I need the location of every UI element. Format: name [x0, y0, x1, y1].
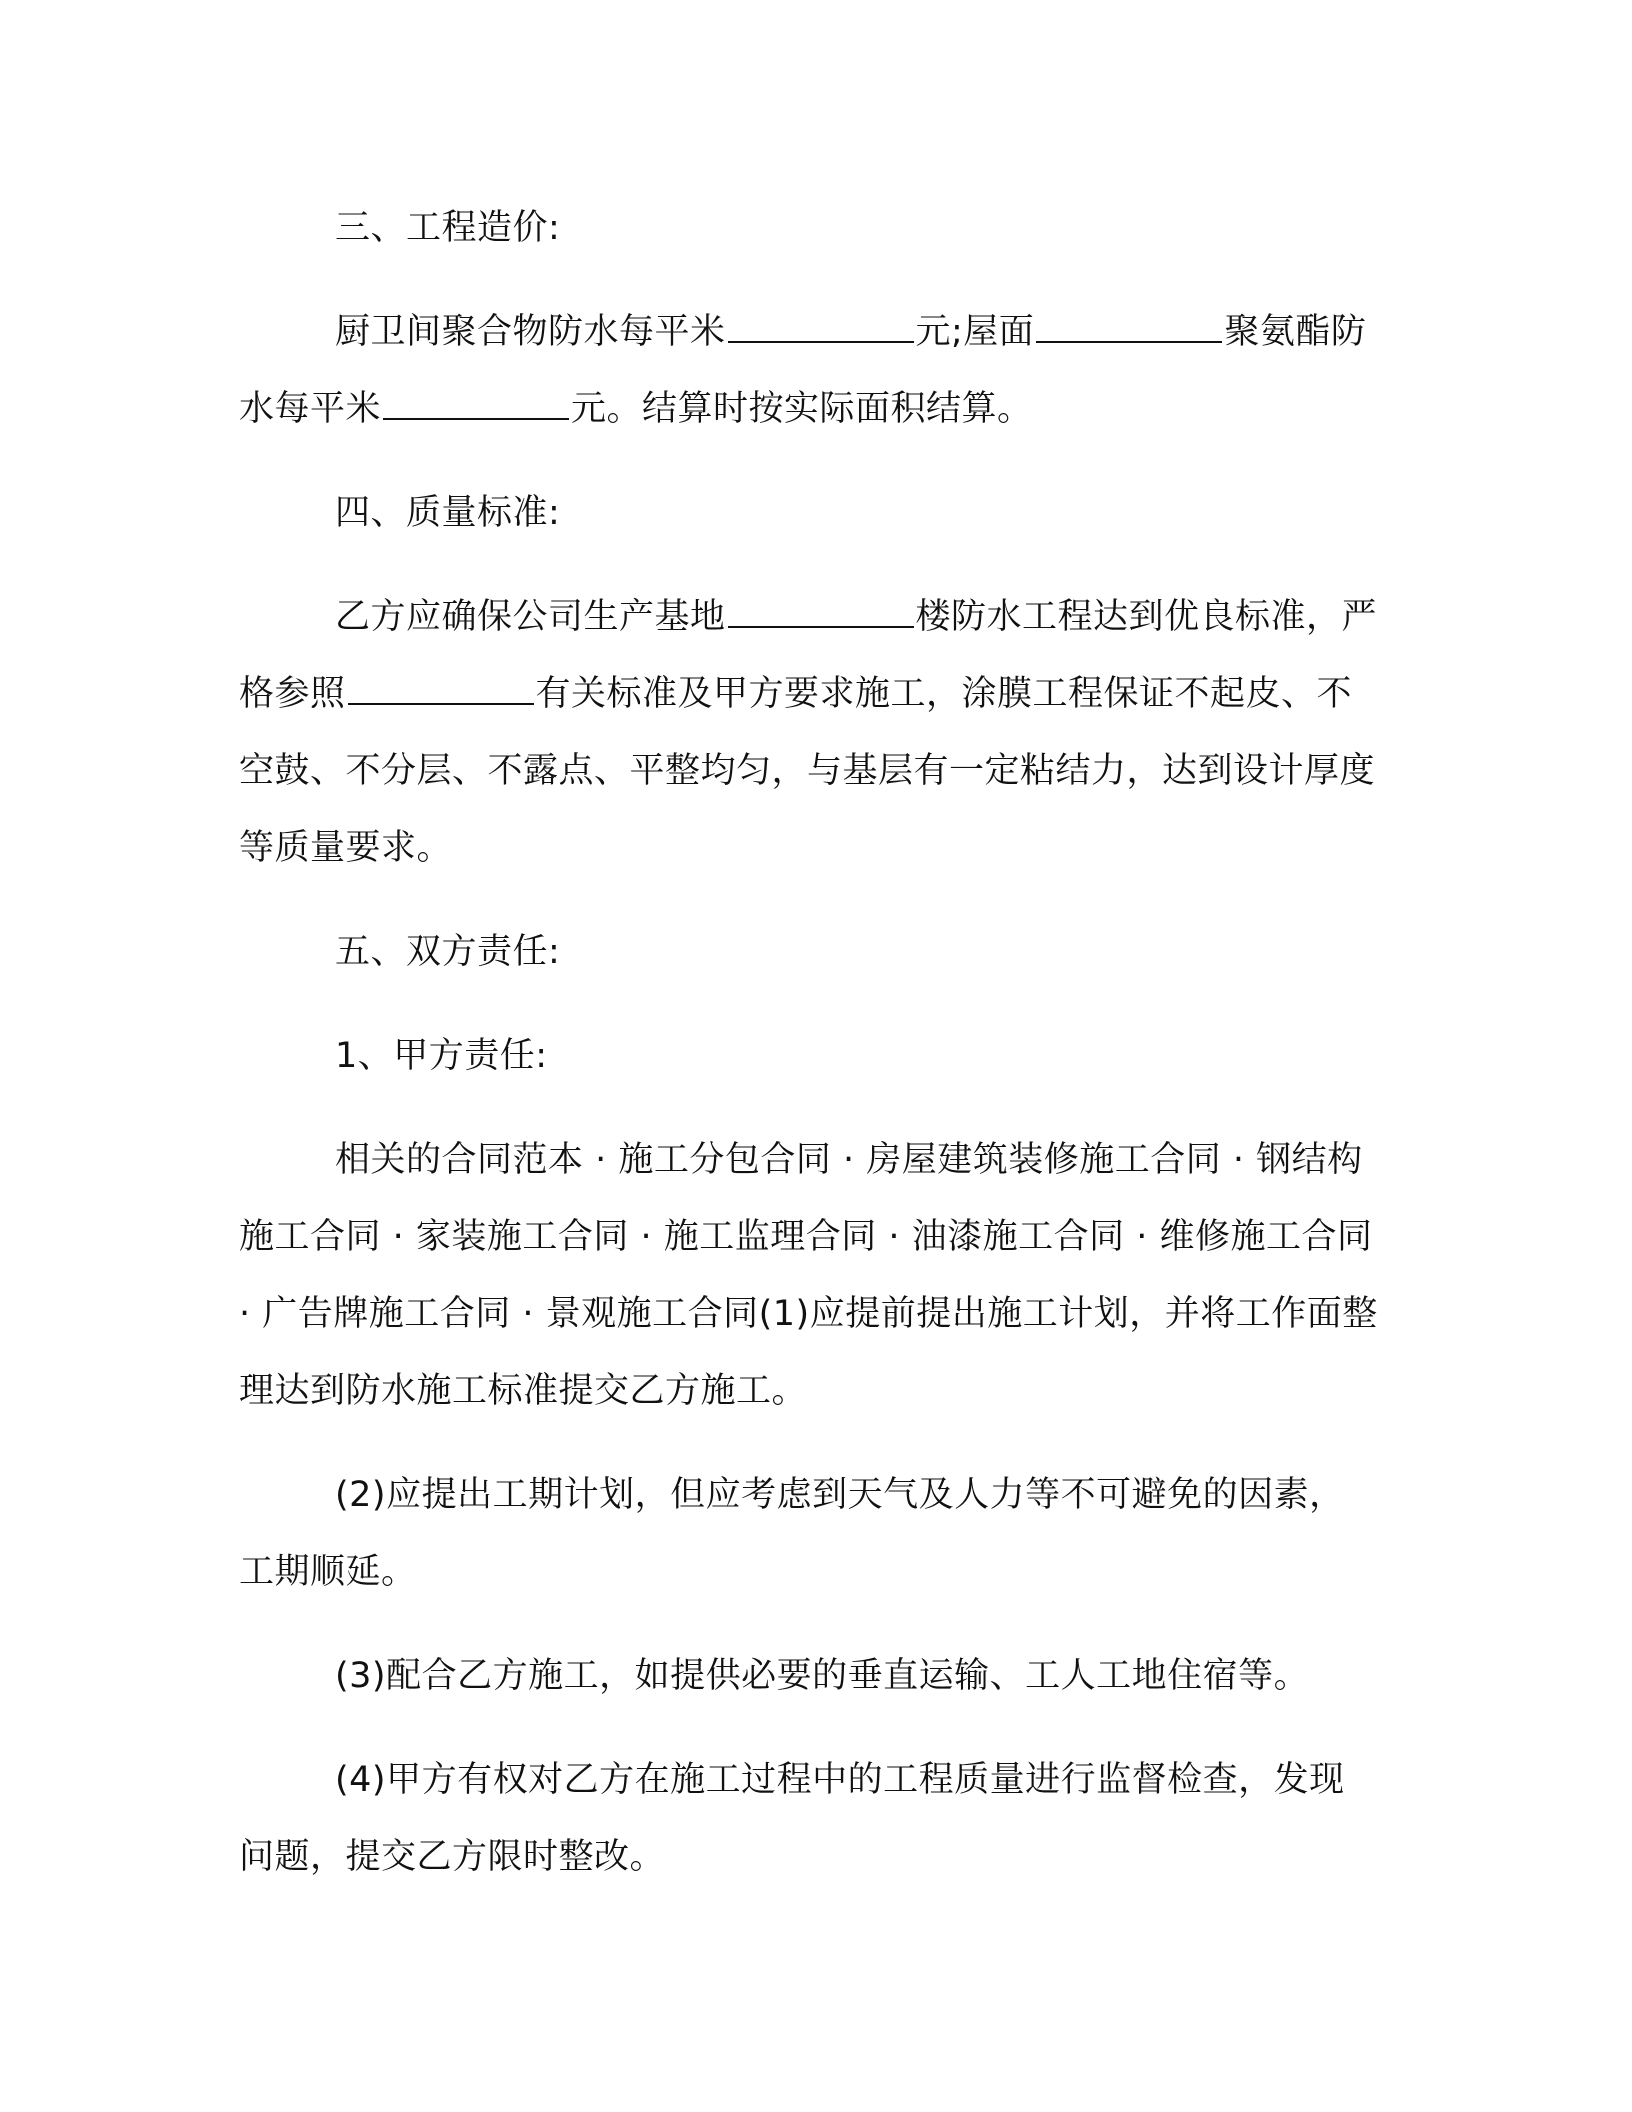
quality-text-1: 乙方应确保公司生产基地 — [335, 597, 726, 637]
cost-text-3: 聚氨酯防水每平米 — [239, 312, 1367, 429]
subheading-party-a: 1、甲方责任: — [335, 1036, 548, 1076]
fill-blank[interactable] — [1036, 311, 1222, 343]
cost-text-4: 元。结算时按实际面积结算。 — [571, 389, 1033, 429]
fill-blank[interactable] — [728, 311, 914, 343]
party-a-item-1-paragraph: 相关的合同范本 · 施工分包合同 · 房屋建筑装修施工合同 · 钢结构施工合同 · 家装施工合同 · 施工监理合同 · 油漆施工合同 · 维修施工合同 · 广告牌施工合同 · 景观施工合同(1)应提前提出施工计划，并将工作面整理达到防水施工标准提交乙方施工。 — [239, 1140, 1378, 1411]
paragraph-gap — [239, 448, 1379, 475]
party-a-item-3: (3)配合乙方施工，如提供必要的垂直运输、工人工地住宿等。 — [335, 1656, 1310, 1696]
quality-text-3: 有关标准及甲方要求施工，涂膜工程保证不起皮、不空鼓、不分层、不露点、平整均匀，与基层有一定粘结力，达到设计厚度等质量要求。 — [239, 674, 1376, 868]
paragraph-gap — [239, 1611, 1379, 1638]
fill-blank[interactable] — [728, 596, 914, 628]
party-a-item-2: (2)应提出工期计划，但应考虑到天气及人力等不可避免的因素，工期顺延。 — [239, 1475, 1345, 1592]
fill-blank[interactable] — [383, 388, 569, 420]
quality-paragraph — [239, 579, 1379, 887]
paragraph-gap — [239, 1715, 1379, 1742]
fill-blank[interactable] — [348, 673, 534, 705]
paragraph-gap — [239, 552, 1379, 579]
cost-text-1: 厨卫间聚合物防水每平米 — [335, 312, 726, 352]
paragraph-gap — [239, 1095, 1379, 1122]
cost-paragraph — [239, 294, 1379, 448]
section-heading-cost: 三、工程造价: — [335, 208, 561, 248]
document-body — [239, 190, 1379, 1896]
cost-text-2: 元;屋面 — [915, 312, 1035, 352]
section-heading-responsibilities: 五、双方责任: — [335, 932, 561, 972]
section-heading-quality: 四、质量标准: — [335, 493, 561, 533]
paragraph-gap — [239, 991, 1379, 1018]
quality-text-2: 楼防水工程达到优良标准，严格参照 — [239, 597, 1378, 714]
paragraph-gap — [239, 887, 1379, 914]
paragraph-gap — [239, 267, 1379, 294]
paragraph-gap — [239, 1430, 1379, 1457]
party-a-item-4: (4)甲方有权对乙方在施工过程中的工程质量进行监督检查，发现问题，提交乙方限时整改。 — [239, 1760, 1345, 1877]
